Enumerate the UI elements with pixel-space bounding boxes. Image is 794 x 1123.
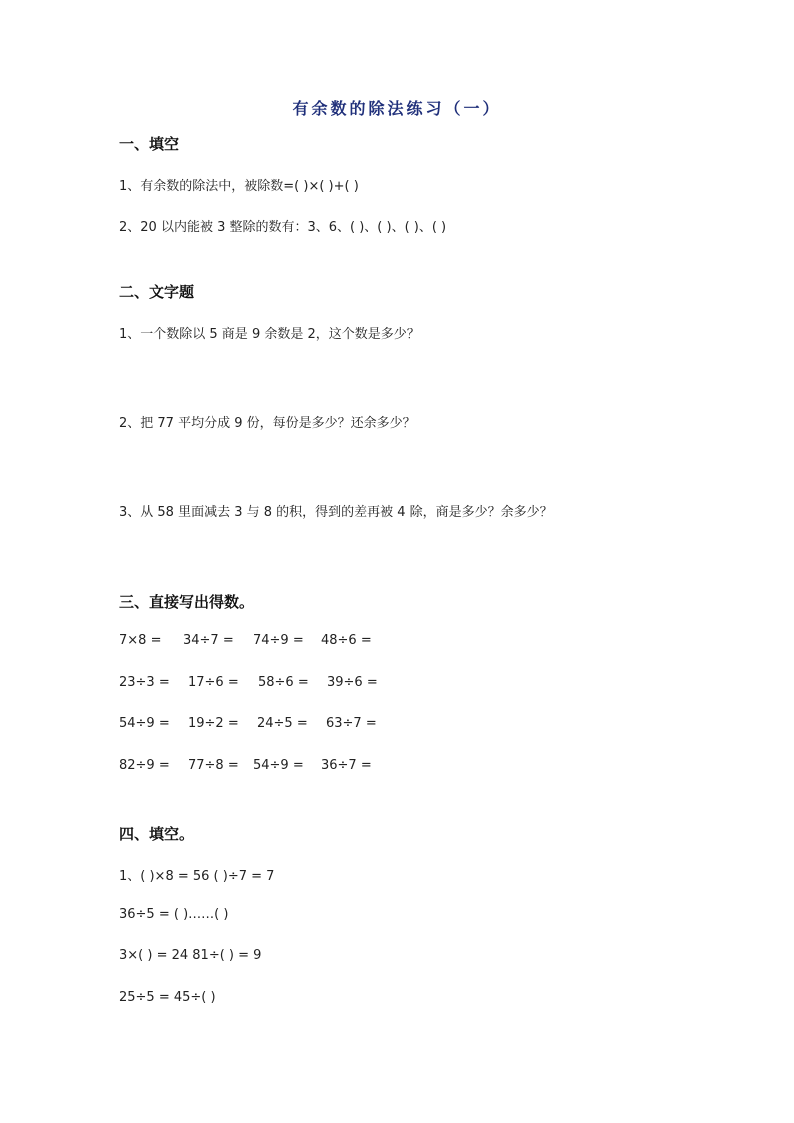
math-item: 34÷7 =: [183, 633, 234, 648]
section-heading-word-problems: 二、文字题: [119, 283, 195, 301]
math-item: 7×8 =: [119, 633, 162, 648]
math-item: 54÷9 =: [253, 758, 304, 773]
math-item: 54÷9 =: [119, 716, 170, 731]
question-line: 3×( ) = 24 81÷( ) = 9: [119, 948, 262, 963]
question-line: 3、从 58 里面减去 3 与 8 的积，得到的差再被 4 除，商是多少？余多少？: [119, 505, 553, 520]
section-heading-fill-blanks-2: 四、填空。: [119, 825, 195, 843]
section-heading-fill-blanks: 一、填空: [119, 135, 180, 153]
math-item: 77÷8 =: [188, 758, 239, 773]
question-line: 25÷5 = 45÷( ): [119, 990, 216, 1005]
math-item: 63÷7 =: [326, 716, 377, 731]
question-line: 36÷5 = ( )……( ): [119, 907, 229, 922]
question-line: 1、有余数的除法中，被除数=( )×( )+( ): [119, 179, 359, 194]
math-item: 19÷2 =: [188, 716, 239, 731]
math-item: 24÷5 =: [257, 716, 308, 731]
math-item: 17÷6 =: [188, 675, 239, 690]
math-item: 23÷3 =: [119, 675, 170, 690]
math-item: 82÷9 =: [119, 758, 170, 773]
math-item: 39÷6 =: [327, 675, 378, 690]
page-title: 有余数的除法练习（一）: [292, 99, 502, 118]
math-item: 36÷7 =: [321, 758, 372, 773]
section-heading-mental-math: 三、直接写出得数。: [119, 593, 255, 611]
question-line: 2、把 77 平均分成 9 份，每份是多少？还余多少？: [119, 416, 416, 431]
math-item: 74÷9 =: [253, 633, 304, 648]
question-line: 1、( )×8 = 56 ( )÷7 = 7: [119, 869, 275, 884]
question-line: 2、20 以内能被 3 整除的数有：3、6、( )、( )、( )、( ): [119, 220, 447, 235]
question-line: 1、一个数除以 5 商是 9 余数是 2，这个数是多少？: [119, 327, 420, 342]
math-item: 48÷6 =: [321, 633, 372, 648]
math-item: 58÷6 =: [258, 675, 309, 690]
